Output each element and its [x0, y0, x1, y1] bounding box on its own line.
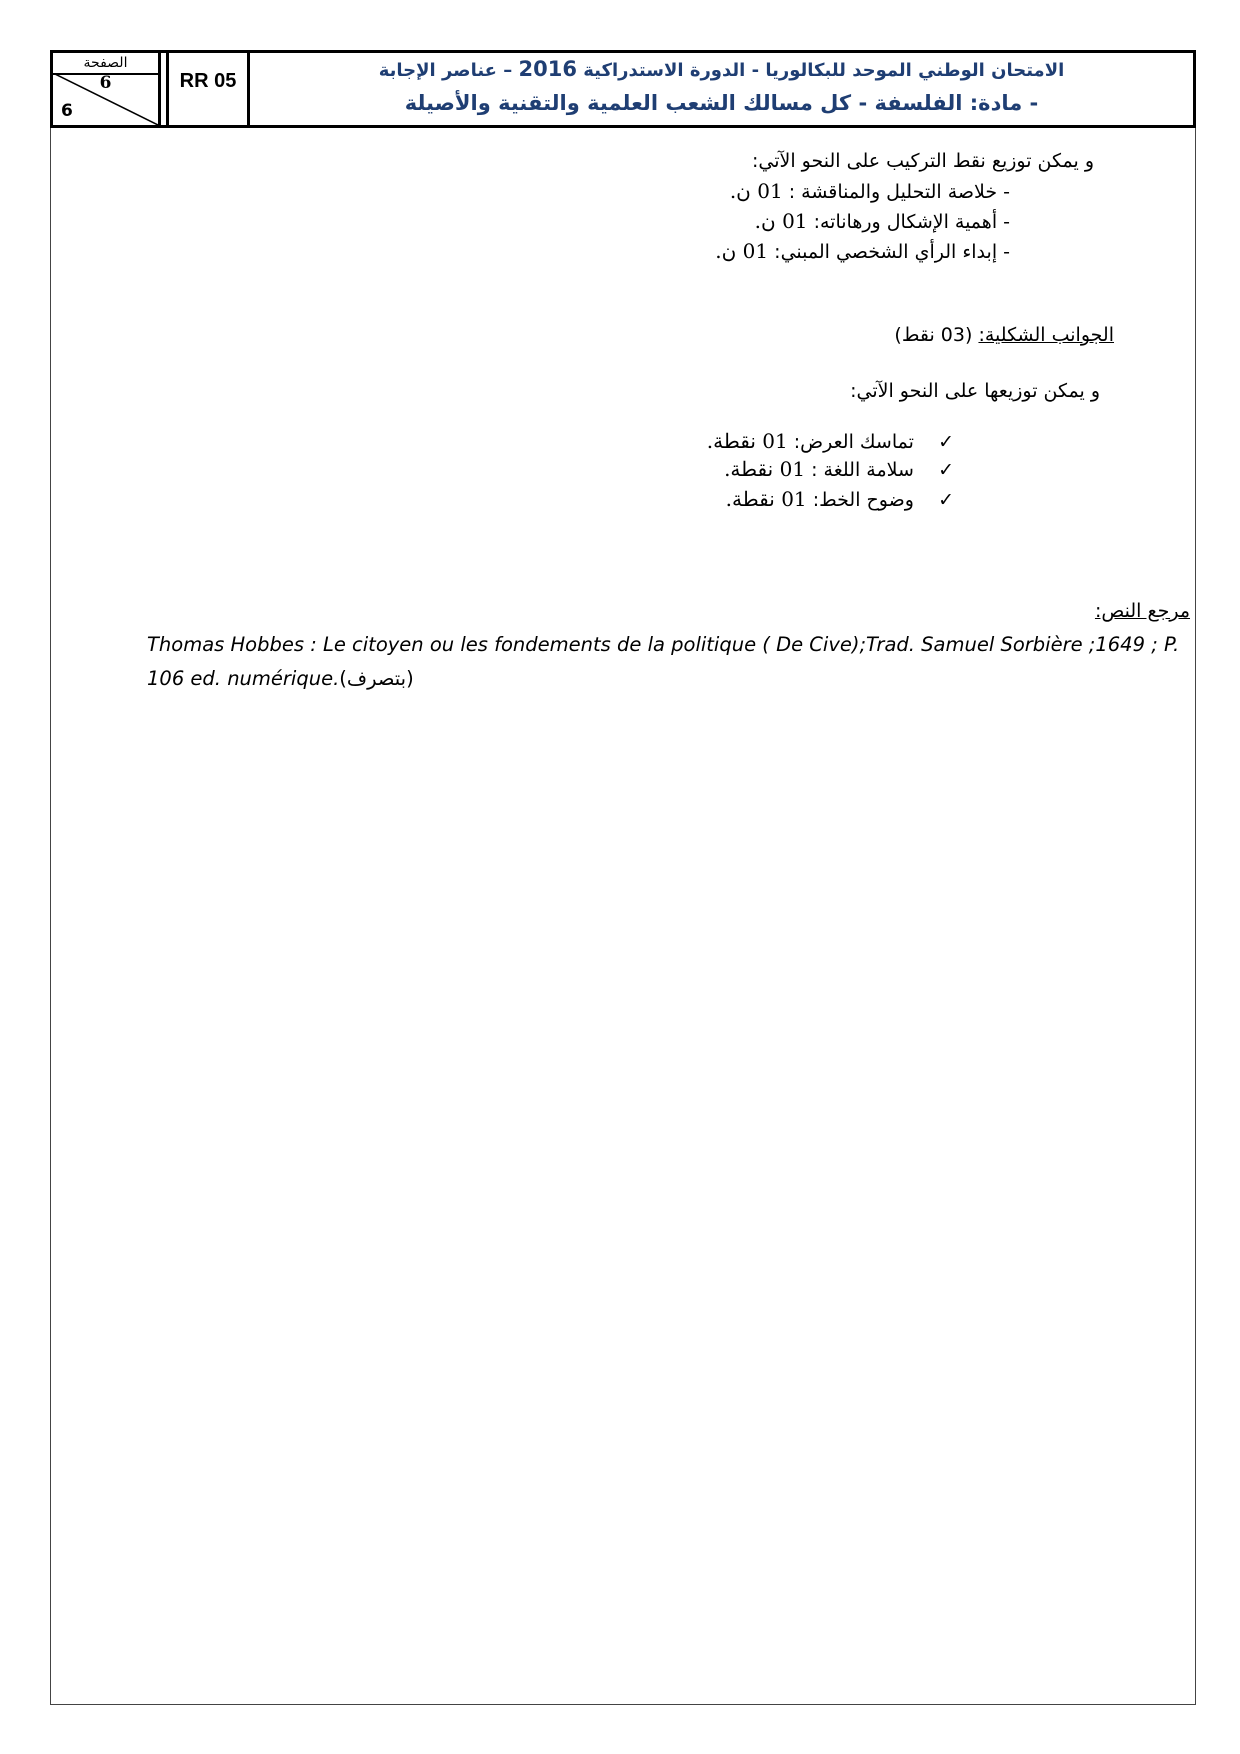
synthesis-item: [730, 178, 1010, 205]
formal-item: [724, 456, 954, 483]
formal-heading-label: الجوانب الشكلية:: [978, 324, 1114, 346]
synthesis-item-points: 01 ن.: [715, 239, 769, 263]
formal-heading: [894, 322, 1114, 348]
header-title: [250, 53, 1193, 125]
page-current: 6: [99, 73, 112, 93]
check-icon: ✓: [938, 459, 954, 481]
check-icon: ✓: [938, 489, 954, 511]
formal-item-points: 01 نقطة.: [724, 457, 806, 481]
formal-item-text: تماسك العرض:: [793, 431, 914, 453]
reference-citation: Thomas Hobbes : Le citoyen ou les fondements de la politique ( De Cive);Trad. Samuel Sorbière ;1649 ; P. 106 ed. numérique.: [147, 633, 1180, 690]
synthesis-intro: و يمكن توزيع نقط التركيب على النحو الآتي:: [752, 150, 1094, 172]
page-frame: [50, 50, 1196, 1705]
formal-item: [707, 428, 954, 455]
synthesis-item: [755, 208, 1010, 235]
synthesis-item: [715, 238, 1010, 265]
exam-code: RR 05: [169, 53, 250, 125]
page-header: [50, 50, 1196, 128]
formal-item-points: 01 نقطة.: [706, 429, 788, 453]
reference-text: [147, 628, 1187, 696]
formal-item-text: سلامة اللغة :: [811, 459, 914, 481]
formal-item-points: 01 نقطة.: [725, 487, 807, 511]
formal-heading-points: (03 نقط): [894, 324, 973, 346]
page-total: 6: [61, 101, 73, 121]
title-line-1: [250, 57, 1193, 81]
formal-item: [726, 486, 954, 513]
synthesis-item-points: 01 ن.: [729, 179, 783, 203]
synthesis-item-text: - خلاصة التحليل والمناقشة :: [788, 181, 1010, 203]
synthesis-item-points: 01 ن.: [754, 209, 808, 233]
exam-year: 2016: [518, 57, 577, 81]
page-number-box: [53, 53, 161, 125]
reference-label: مرجع النص:: [1094, 600, 1190, 622]
formal-intro: و يمكن توزيعها على النحو الآتي:: [850, 380, 1100, 402]
header-gap: [161, 53, 169, 125]
page-label: الصفحة: [83, 55, 128, 71]
formal-item-text: وضوح الخط:: [812, 489, 914, 511]
check-icon: ✓: [938, 431, 954, 453]
synthesis-item-text: - إبداء الرأي الشخصي المبني:: [774, 241, 1010, 263]
title-line-1-start: الامتحان الوطني الموحد للبكالوريا - الدورة الاستدراكية: [583, 60, 1065, 81]
reference-note: (بتصرف): [339, 667, 414, 690]
title-line-2: - مادة: الفلسفة - كل مسالك الشعب العلمية والتقنية والأصيلة: [404, 91, 1039, 115]
title-line-1-end: – عناصر الإجابة: [378, 60, 513, 81]
synthesis-item-text: - أهمية الإشكال ورهاناته:: [813, 211, 1010, 233]
